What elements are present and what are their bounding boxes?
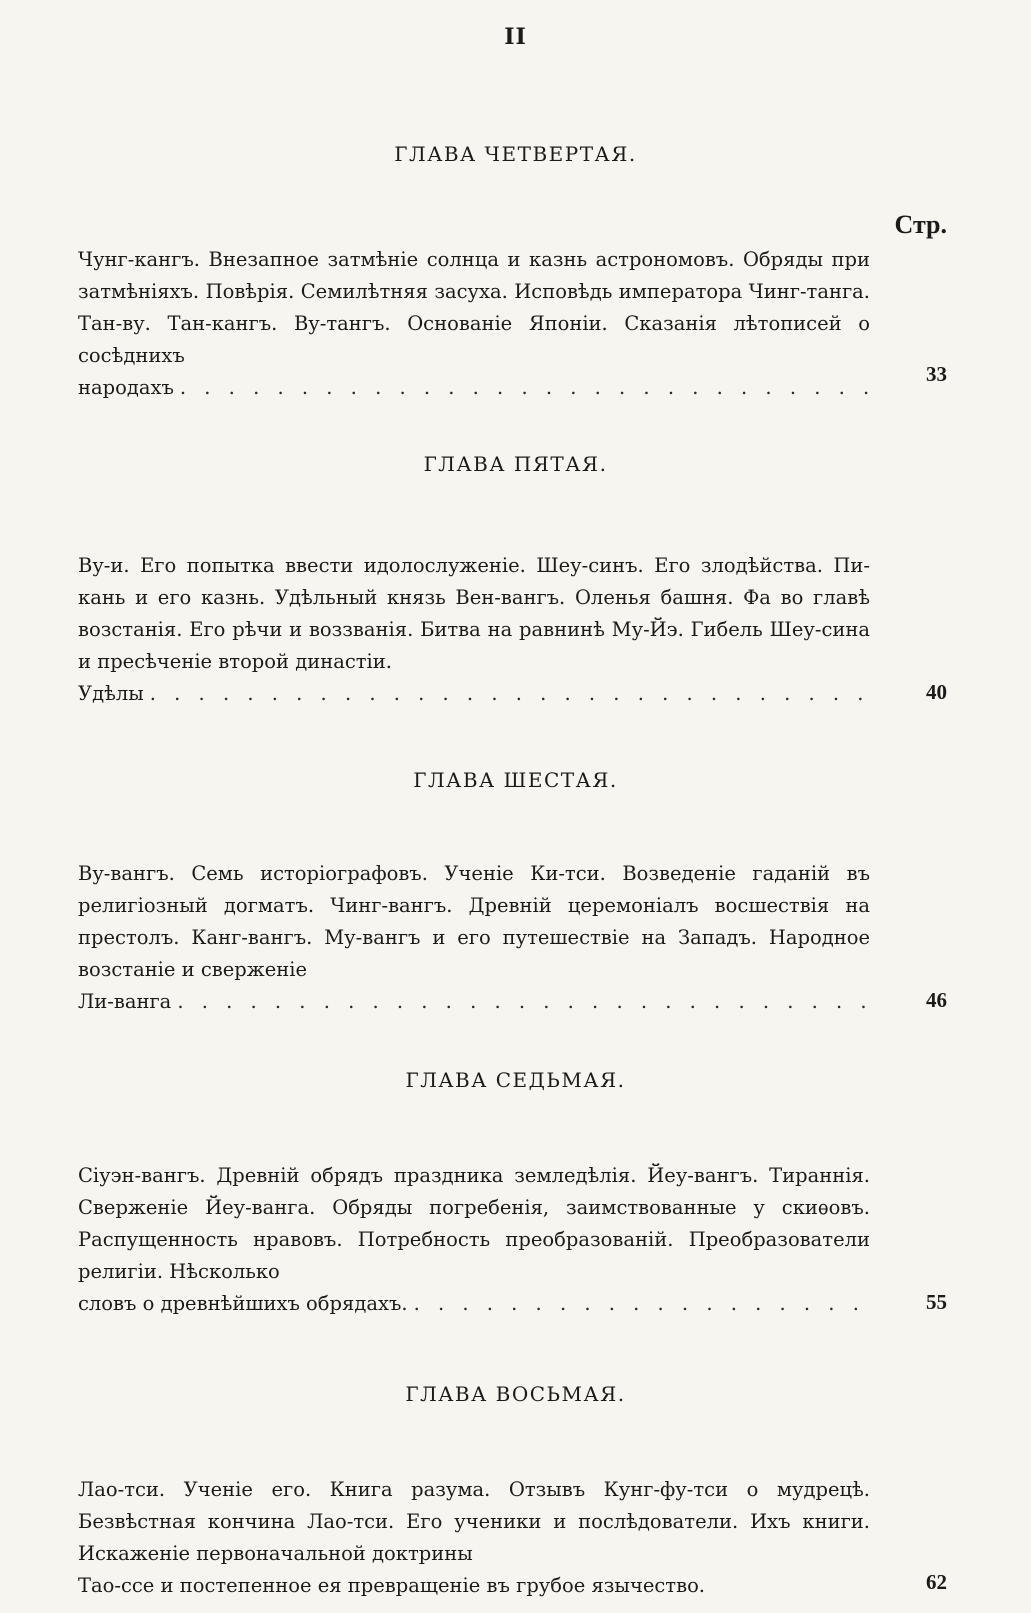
page-column-label: Стр. [894, 210, 947, 239]
toc-entry-4 [78, 244, 870, 404]
toc-entry-5 [78, 550, 870, 710]
entry-tail: народахъ [78, 376, 174, 399]
page-number: II [504, 24, 527, 50]
chapter-heading-4: ГЛАВА ЧЕТВЕРТАЯ. [394, 142, 637, 166]
chapter-heading-6: ГЛАВА ШЕСТАЯ. [413, 768, 618, 792]
entry-page-5: 40 [926, 680, 947, 704]
entry-tail: Удѣлы [78, 682, 144, 705]
entry-body: Сіуэн-вангъ. Древній обрядъ праздника земледѣлія. Йеу-вангъ. Тираннія. Сверженіе Йеу-ванга. Обряды погребенія, заимствованные у скиѳовъ. Распущенность нравовъ. Потребность преобразованій. Преобразователи религіи. Нѣсколько [78, 1164, 870, 1283]
dot-leader [414, 1288, 870, 1320]
dot-leader [177, 986, 870, 1018]
chapter-heading-5: ГЛАВА ПЯТАЯ. [423, 452, 608, 476]
entry-body: Ву-и. Его попытка ввести идолослуженіе. Шеу-синъ. Его злодѣйства. Пи-кань и его казнь. Удѣльный князь Вен-вангъ. Оленья башня. Фа во главѣ возстанія. Его рѣчи и воззванія. Битва на равнинѣ Му-Йэ. Гибель Шеу-сина и пресѣченіе второй династіи. [78, 554, 870, 673]
chapter-heading-8: ГЛАВА ВОСЬМАЯ. [405, 1382, 626, 1406]
entry-body: Лао-тси. Ученіе его. Книга разума. Отзывъ Кунг-фу-тси о мудрецѣ. Безвѣстная кончина Лао-тси. Его ученики и послѣдователи. Ихъ книги. Искаженіе первоначальной доктрины [78, 1478, 870, 1565]
toc-entry-8 [78, 1474, 870, 1602]
dot-leader [150, 678, 870, 710]
entry-body: Ву-вангъ. Семь исторіографовъ. Ученіе Ки-тси. Возведеніе гаданій въ религіозный догматъ. Чинг-вангъ. Древній церемоніалъ восшествія на престолъ. Канг-вангъ. Му-вангъ и его путешествіе на Западъ. Народное возстаніе и сверженіе [78, 862, 870, 981]
entry-page-7: 55 [926, 1290, 947, 1314]
toc-entry-7 [78, 1160, 870, 1320]
chapter-heading-7: ГЛАВА СЕДЬМАЯ. [405, 1068, 626, 1092]
entry-tail: Тао-ссе и постепенное ея превращеніе въ грубое язычество. [78, 1574, 706, 1597]
entry-body: Чунг-кангъ. Внезапное затмѣніе солнца и казнь астрономовъ. Обряды при затмѣніяхъ. Повѣрія. Семилѣтняя засуха. Исповѣдь императора Чинг-танга. Тан-ву. Тан-кангъ. Ву-тангъ. Основаніе Японіи. Сказанія лѣтописей о сосѣднихъ [78, 248, 870, 367]
entry-tail: Ли-ванга [78, 990, 172, 1013]
entry-page-8: 62 [926, 1570, 947, 1594]
toc-entry-6 [78, 858, 870, 1018]
dot-leader [180, 372, 870, 404]
entry-page-4: 33 [926, 362, 947, 386]
entry-page-6: 46 [926, 988, 947, 1012]
entry-tail: словъ о древнѣйшихъ обрядахъ. [78, 1292, 408, 1315]
